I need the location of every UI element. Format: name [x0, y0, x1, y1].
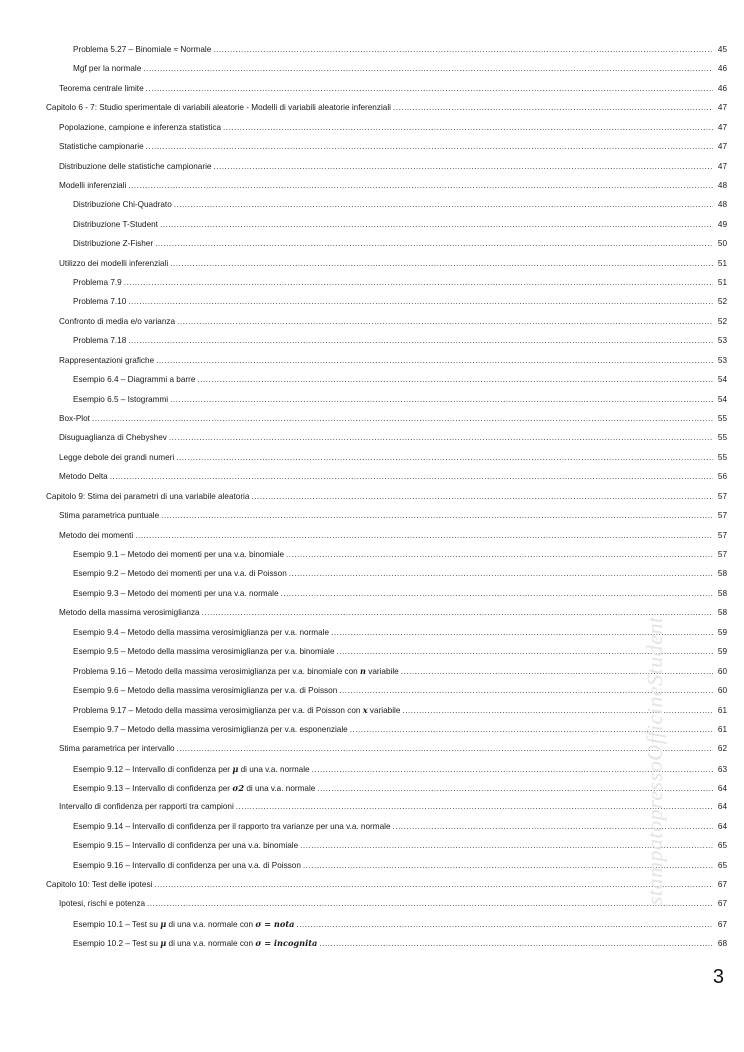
toc-entry-page: 49 — [717, 219, 727, 229]
toc-entry[interactable] — [73, 548, 727, 562]
toc-entry-title: Metodo Delta — [59, 472, 108, 482]
toc-entry[interactable] — [59, 897, 727, 911]
toc-entry[interactable] — [59, 315, 727, 329]
toc-entry-page: 56 — [717, 472, 727, 482]
toc-entry-title: Disuguaglianza di Chebyshev — [59, 433, 167, 443]
math-symbol: σ2 — [232, 782, 245, 793]
toc-entry[interactable] — [59, 606, 727, 620]
dot-leader — [174, 198, 713, 212]
toc-entry-title: Problema 5.27 – Binomiale ≈ Normale — [73, 45, 212, 54]
dot-leader — [160, 218, 713, 232]
dot-leader — [124, 276, 713, 290]
dot-leader — [251, 490, 713, 504]
toc-entry[interactable] — [73, 43, 727, 57]
dot-leader — [197, 373, 713, 387]
toc-entry-title: Esempio 9.6 – Metodo della massima verosimiglianza per v.a. di Poisson — [73, 685, 338, 695]
toc-entry-title: Intervallo di confidenza per rapporti tra campioni — [59, 802, 234, 812]
dot-leader — [147, 897, 713, 911]
toc-entry[interactable] — [73, 567, 727, 581]
toc-entry[interactable] — [73, 762, 727, 776]
dot-leader — [202, 606, 713, 620]
page-number: 3 — [712, 966, 724, 988]
toc-entry-page: 60 — [717, 685, 727, 695]
toc-entry[interactable] — [73, 917, 727, 931]
toc-entry-page: 68 — [717, 939, 727, 949]
toc-entry-title: Distribuzione T-Student — [73, 219, 158, 229]
toc-entry-title: Esempio 6.4 – Diagrammi a barre — [73, 375, 196, 385]
dot-leader — [128, 334, 713, 348]
math-symbol: n — [360, 666, 366, 677]
watermark: stampatopressoOfficineStudent — [642, 616, 667, 905]
toc-entry[interactable] — [73, 393, 727, 407]
toc-entry-title: Esempio 9.5 – Metodo della massima verosimiglianza per v.a. binomiale — [73, 647, 335, 657]
toc-entry-title: Stima parametrica per intervallo — [59, 744, 175, 754]
toc-entry-title: Esempio 10.2 – Test su μ di una v.a. normale con σ = incognita — [73, 938, 318, 949]
dot-leader — [289, 567, 713, 581]
toc-entry-page: 59 — [717, 627, 727, 637]
dot-leader — [110, 470, 713, 484]
math-symbol: μ — [160, 918, 167, 929]
toc-entry-page: 50 — [717, 239, 727, 249]
toc-entry-page: 46 — [717, 64, 727, 74]
toc-entry[interactable] — [59, 742, 727, 756]
toc-entry[interactable] — [59, 529, 727, 543]
toc-entry[interactable] — [59, 121, 727, 135]
toc-entry-page: 53 — [717, 336, 727, 346]
toc-entry[interactable] — [59, 82, 727, 96]
toc-entry[interactable] — [73, 237, 727, 251]
toc-entry[interactable] — [59, 800, 727, 814]
toc-entry[interactable] — [73, 664, 727, 678]
toc-entry-title: Esempio 6.5 – Istogrammi — [73, 394, 169, 404]
math-expression: σ = nota — [255, 918, 295, 929]
dot-leader — [128, 295, 713, 309]
toc-entry[interactable] — [73, 820, 727, 834]
toc-entry-page: 65 — [717, 860, 727, 870]
toc-entry-page: 64 — [717, 802, 727, 812]
dot-leader — [177, 315, 713, 329]
toc-entry-page: 57 — [717, 530, 727, 540]
toc-entry[interactable] — [73, 373, 727, 387]
math-expression: σ = incognita — [255, 938, 318, 949]
toc-entry-title: Esempio 9.3 – Metodo dei momenti per una v.a. normale — [73, 588, 279, 598]
toc-entry[interactable] — [73, 645, 727, 659]
toc-entry-title: Esempio 9.12 – Intervallo di confidenza per μ di una v.a. normale — [73, 763, 310, 774]
math-symbol: μ — [160, 938, 167, 949]
toc-entry-page: 48 — [717, 200, 727, 210]
toc-entry-title: Esempio 9.16 – Intervallo di confidenza per una v.a. di Poisson — [73, 860, 301, 870]
toc-entry-title: Problema 9.17 – Metodo della massima verosimiglianza per v.a. di Poisson con x variabile — [73, 705, 401, 716]
toc-entry-title: Popolazione, campione e inferenza statistica — [59, 122, 222, 132]
math-symbol: μ — [232, 763, 239, 774]
dot-leader — [170, 257, 713, 271]
toc-entry-title: Problema 9.16 – Metodo della massima verosimiglianza per v.a. binomiale con n variabile — [73, 666, 399, 677]
toc-entry[interactable] — [73, 781, 727, 795]
toc-entry-title: Problema 7.18 — [73, 336, 127, 346]
toc-entry-title: Metodo della massima verosimiglianza — [59, 608, 200, 618]
dot-leader — [177, 742, 713, 756]
dot-leader — [170, 393, 713, 407]
toc-entry[interactable] — [73, 703, 727, 717]
toc-entry-page: 55 — [717, 413, 727, 423]
toc-entry-page: 61 — [717, 724, 727, 734]
dot-leader — [223, 121, 713, 135]
toc-entry-page: 47 — [717, 122, 727, 132]
toc-entry-title: Capitolo 6 - 7: Studio sperimentale di variabili aleatorie - Modelli di variabili aleatorie inferenziali — [46, 103, 391, 113]
toc-entry-title: Capitolo 10: Test delle ipotesi — [46, 880, 153, 890]
toc-entry-page: 55 — [717, 433, 727, 443]
toc-entry-page: 67 — [717, 899, 727, 909]
toc-entry[interactable] — [59, 470, 727, 484]
toc-entry-page: 54 — [717, 375, 727, 385]
dot-leader — [128, 179, 713, 193]
toc-entry-page: 63 — [717, 764, 727, 774]
dot-leader — [146, 82, 713, 96]
toc-entry-title: Distribuzione delle statistiche campionarie — [59, 161, 212, 171]
toc-entry-page: 51 — [717, 278, 727, 288]
toc-entry[interactable] — [73, 198, 727, 212]
toc-entry-title: Statistiche campionarie — [59, 142, 144, 152]
toc-entry-page: 61 — [717, 706, 727, 716]
dot-leader — [135, 529, 713, 543]
toc-entry-page: 52 — [717, 297, 727, 307]
toc-entry-title: Rappresentazioni grafiche — [59, 355, 155, 365]
toc-entry[interactable] — [73, 587, 727, 601]
toc-entry-title: Distribuzione Z-Fisher — [73, 239, 154, 249]
toc-entry-page: 47 — [717, 103, 727, 113]
toc-entry-page: 55 — [717, 452, 727, 462]
dot-leader — [146, 140, 713, 154]
toc-entry[interactable] — [73, 684, 727, 698]
toc-entry-page: 48 — [717, 180, 727, 190]
toc-entry-page: 47 — [717, 142, 727, 152]
dot-leader — [161, 509, 713, 523]
toc-entry[interactable] — [73, 62, 727, 76]
toc-entry-page: 62 — [717, 744, 727, 754]
toc-entry-title: Esempio 9.4 – Metodo della massima verosimiglianza per v.a. normale — [73, 627, 330, 637]
toc-entry-page: 53 — [717, 355, 727, 365]
toc-entry[interactable] — [46, 878, 727, 892]
toc-entry-page: 57 — [717, 491, 727, 501]
toc-entry-title: Ipotesi, rischi e potenza — [59, 899, 146, 909]
dot-leader — [286, 548, 713, 562]
toc-entry[interactable] — [73, 276, 727, 290]
toc-entry[interactable] — [73, 218, 727, 232]
toc-entry-title: Legge debole dei grandi numeri — [59, 452, 175, 462]
toc-entry-title: Capitolo 9: Stima dei parametri di una variabile aleatoria — [46, 491, 250, 501]
toc-entry[interactable] — [59, 179, 727, 193]
toc-entry-page: 46 — [717, 83, 727, 93]
toc-entry-title: Esempio 9.13 – Intervallo di confidenza per σ2 di una v.a. normale — [73, 782, 316, 793]
toc-entry-title: Teorema centrale limite — [59, 83, 144, 93]
toc-entry-title: Esempio 10.1 – Test su μ di una v.a. normale con σ = nota — [73, 918, 295, 929]
toc-entry-page: 51 — [717, 258, 727, 268]
toc-entry-page: 67 — [717, 919, 727, 929]
toc-entry-title: Esempio 9.2 – Metodo dei momenti per una v.a. di Poisson — [73, 569, 287, 579]
toc-entry[interactable] — [59, 160, 727, 174]
toc-entry-title: Mgf per la normale — [73, 64, 142, 74]
toc-entry-title: Stima parametrica puntuale — [59, 511, 160, 521]
toc-entry[interactable] — [73, 334, 727, 348]
toc-entry[interactable] — [59, 451, 727, 465]
toc-entry-page: 52 — [717, 316, 727, 326]
toc-entry-page: 58 — [717, 608, 727, 618]
toc-entry[interactable] — [59, 509, 727, 523]
toc-entry[interactable] — [59, 354, 727, 368]
toc-entry-page: 59 — [717, 647, 727, 657]
dot-leader — [213, 160, 713, 174]
dot-leader — [154, 878, 713, 892]
toc-entry[interactable] — [46, 490, 727, 504]
toc-entry[interactable] — [73, 839, 727, 853]
toc-entry[interactable] — [73, 936, 727, 950]
toc-entry-title: Problema 7.10 — [73, 297, 127, 307]
dot-leader — [213, 43, 713, 57]
math-symbol: x — [362, 705, 368, 716]
toc-entry-title: Problema 7.9 — [73, 278, 122, 288]
toc-entry-page: 45 — [717, 45, 727, 54]
dot-leader — [143, 62, 713, 76]
toc-entry-title: Esempio 9.14 – Intervallo di confidenza per il rapporto tra varianze per una v.a. normale — [73, 821, 391, 831]
toc-entry-page: 64 — [717, 783, 727, 793]
toc-entry-title: Esempio 9.15 – Intervallo di confidenza per una v.a. binomiale — [73, 841, 299, 851]
dot-leader — [156, 354, 713, 368]
toc-entry-page: 57 — [717, 549, 727, 559]
toc-entry-title: Utilizzo dei modelli inferenziali — [59, 258, 169, 268]
toc-entry[interactable] — [59, 431, 727, 445]
dot-leader — [393, 101, 713, 115]
toc-entry[interactable] — [73, 859, 727, 873]
dot-leader — [92, 412, 713, 426]
toc-entry-title: Esempio 9.1 – Metodo dei momenti per una v.a. binomiale — [73, 549, 285, 559]
toc-entry-page: 60 — [717, 667, 727, 677]
toc-entry-page: 65 — [717, 841, 727, 851]
toc-entry-title: Metodo dei momenti — [59, 530, 134, 540]
dot-leader — [176, 451, 713, 465]
toc-entry-title: Modelli inferenziali — [59, 180, 127, 190]
toc-entry-page: 58 — [717, 588, 727, 598]
toc-entry-title: Distribuzione Chi-Quadrato — [73, 200, 172, 210]
toc-entry-page: 57 — [717, 511, 727, 521]
toc-entry[interactable] — [73, 626, 727, 640]
toc-entry-page: 64 — [717, 821, 727, 831]
toc-entry-page: 67 — [717, 880, 727, 890]
toc-entry[interactable] — [73, 295, 727, 309]
toc-entry[interactable] — [59, 412, 727, 426]
dot-leader — [155, 237, 713, 251]
toc-entry-page: 47 — [717, 161, 727, 171]
dot-leader — [319, 937, 713, 951]
toc-entry[interactable] — [73, 723, 727, 737]
toc-entry[interactable] — [59, 140, 727, 154]
toc-entry[interactable] — [46, 101, 727, 115]
toc-entry[interactable] — [59, 257, 727, 271]
dot-leader — [169, 431, 713, 445]
toc-entry-title: Esempio 9.7 – Metodo della massima verosimiglianza per v.a. esponenziale — [73, 724, 348, 734]
toc-entry-title: Confronto di media e/o varianza — [59, 316, 176, 326]
toc-entry-page: 54 — [717, 394, 727, 404]
toc-entry-title: Box-Plot — [59, 413, 90, 423]
dot-leader — [296, 918, 713, 932]
toc-entry-page: 58 — [717, 569, 727, 579]
dot-leader — [281, 587, 713, 601]
